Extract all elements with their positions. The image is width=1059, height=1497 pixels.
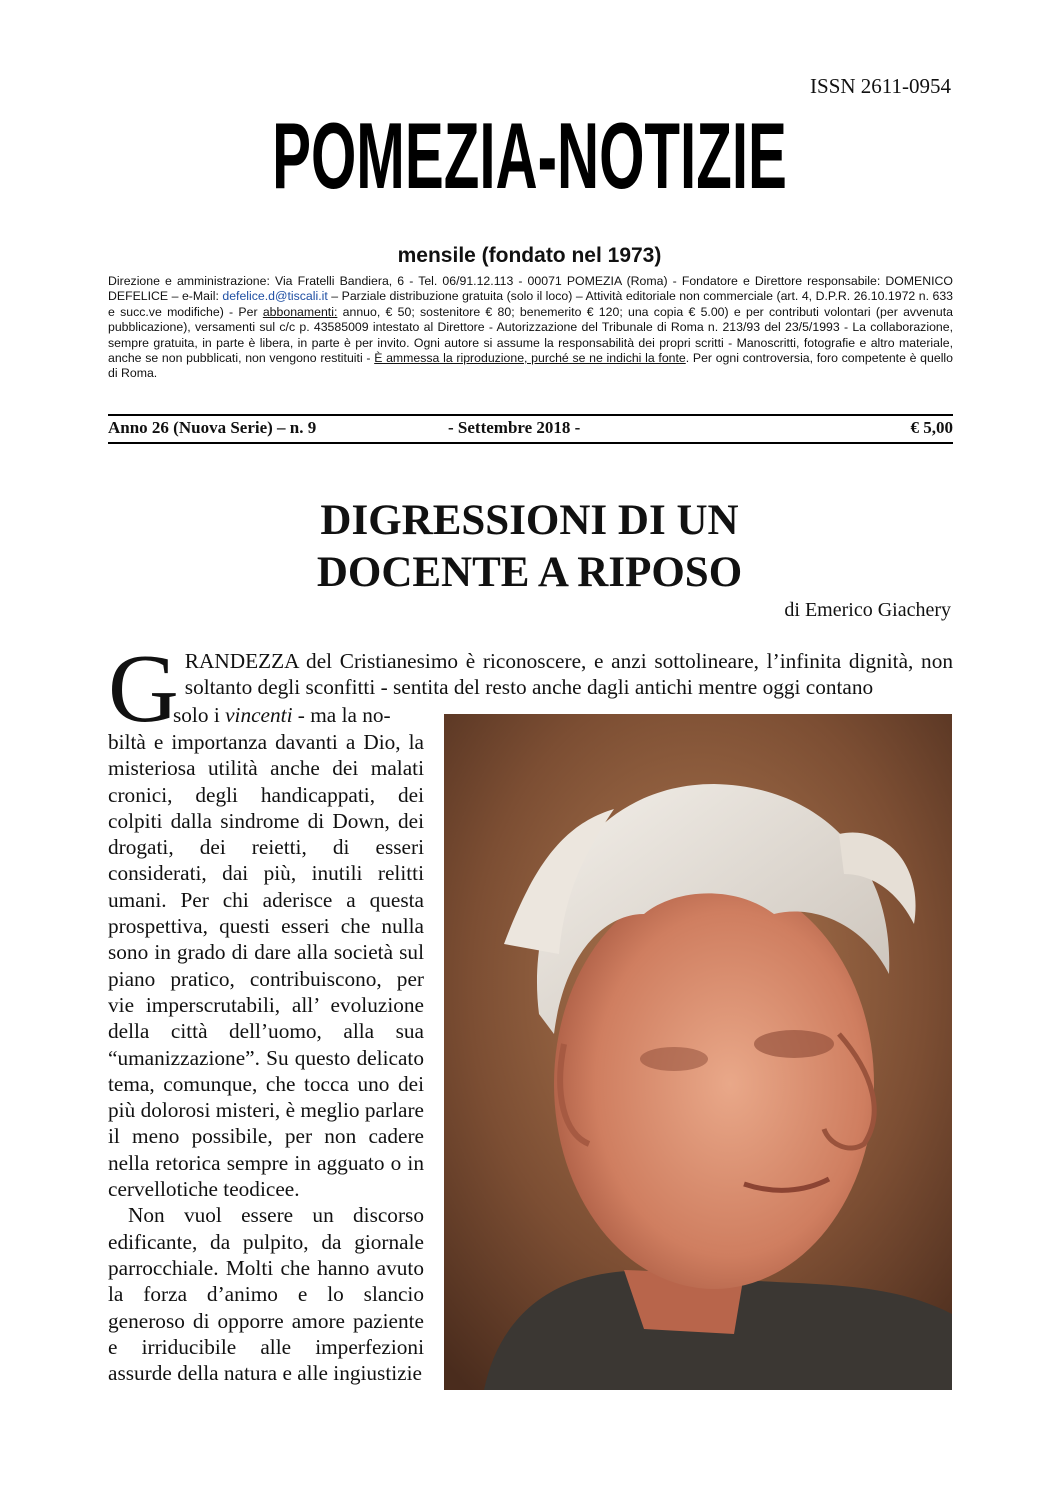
col-first-rest: - ma la no-	[292, 703, 391, 727]
col-emphasis: vincenti	[225, 703, 293, 727]
issue-price: € 5,00	[910, 418, 953, 437]
publication-info	[108, 274, 953, 382]
article-column-first-line	[173, 702, 424, 728]
article-paragraph-1: biltà e importanza davanti a Dio, la misteriosa utilità anche dei malati cronici, degli handicappati, dei colpiti dalla sindrome di Down, dei drogati, dei reietti, di esseri considerati, dai più, inutili relitti umani. Per chi aderisce a questa prospettiva, questi esseri che nulla sono in grado di dare alla società sul piano pratico, contribuiscono, per vie imperscrutabili, all’ evoluzione della città dell’uomo, alla sua “umanizzazione”. Su questo delicato tema, comunque, che tocca uno dei più dolorosi misteri, è meglio parlare il meno possibile, per non cadere nella retorica sempre in agguato o in cervellotiche teodicee.	[108, 730, 424, 1202]
drop-cap: G	[108, 635, 179, 743]
article-byline: di Emerico Giachery	[784, 599, 951, 621]
author-photo	[444, 714, 952, 1390]
issue-date: - Settembre 2018 -	[448, 418, 581, 437]
masthead-subtitle: mensile (fondato nel 1973)	[397, 244, 662, 267]
article-title	[108, 495, 951, 599]
info-riproduzione: È ammessa la riproduzione, purché se ne indichi la fonte	[374, 351, 686, 366]
info-text-2: – Parziale distribuzione gratuita (solo il loco) – Attività editoriale non commerciale (art. 4, D.P.R. 26.10.1972 n. 633 e succ.ve modifiche) - Per	[108, 289, 954, 319]
portrait-illustration	[444, 714, 952, 1390]
lead-text: RANDEZZA del Cristianesimo è riconoscere, e anzi sottolineare, l’infinita dignità, non soltanto degli sconfitti - sentita del resto anche dagli antichi mentre oggi contano	[184, 649, 953, 699]
info-text-1: Direzione e amministrazione: Via Fratelli Bandiera, 6 - Tel. 06/91.12.113 - 00071 POMEZIA (Roma) - Fondatore e Direttore responsabile: DOMENICO DEFELICE – e-Mail:	[108, 274, 953, 304]
article-title-line-1: DIGRESSIONI DI UN	[320, 497, 739, 544]
masthead-title: POMEZIA-NOTIZIE	[272, 103, 787, 208]
issn: ISSN 2611-0954	[810, 74, 951, 98]
info-text-4: . Per ogni controversia, foro competente è quello di Roma.	[108, 351, 953, 381]
issue-number: Anno 26 (Nuova Serie) – n. 9	[108, 418, 317, 437]
article-paragraph-2: Non vuol essere un discorso edificante, da pulpito, da giornale parrocchiale. Molti che hanno avuto la forza d’animo e lo slancio generoso di opporre amore paziente e irriducibile alle imperfezioni assurde della natura e alle ingiustizie	[108, 1203, 424, 1386]
article-title-line-2: DOCENTE A RIPOSO	[316, 549, 743, 596]
email-link[interactable]: defelice.d@tiscali.it	[222, 289, 328, 304]
info-text-3: annuo, € 50; sostenitore € 80; benemerito € 120; una copia € 5.00) e per contributi volontari (per avvenuta pubblicazione), versamenti sul c/c p. 43585009 intestato al Direttore - Autorizzazione del Tribunale di Roma n. 213/93 del 23/5/1993 - La collaborazione, sempre gratuita, in parte è libera, in parte è per invito. Ogni autore si assume la responsabilità dei propri scritti - Manoscritti, fotografie e altro materiale, anche se non pubblicati, non vengono restituiti -	[108, 304, 953, 366]
info-abbonamenti: abbonamenti:	[262, 304, 338, 319]
col-start: solo i	[173, 703, 226, 727]
issue-bar	[108, 414, 953, 444]
article-column	[108, 729, 424, 1386]
